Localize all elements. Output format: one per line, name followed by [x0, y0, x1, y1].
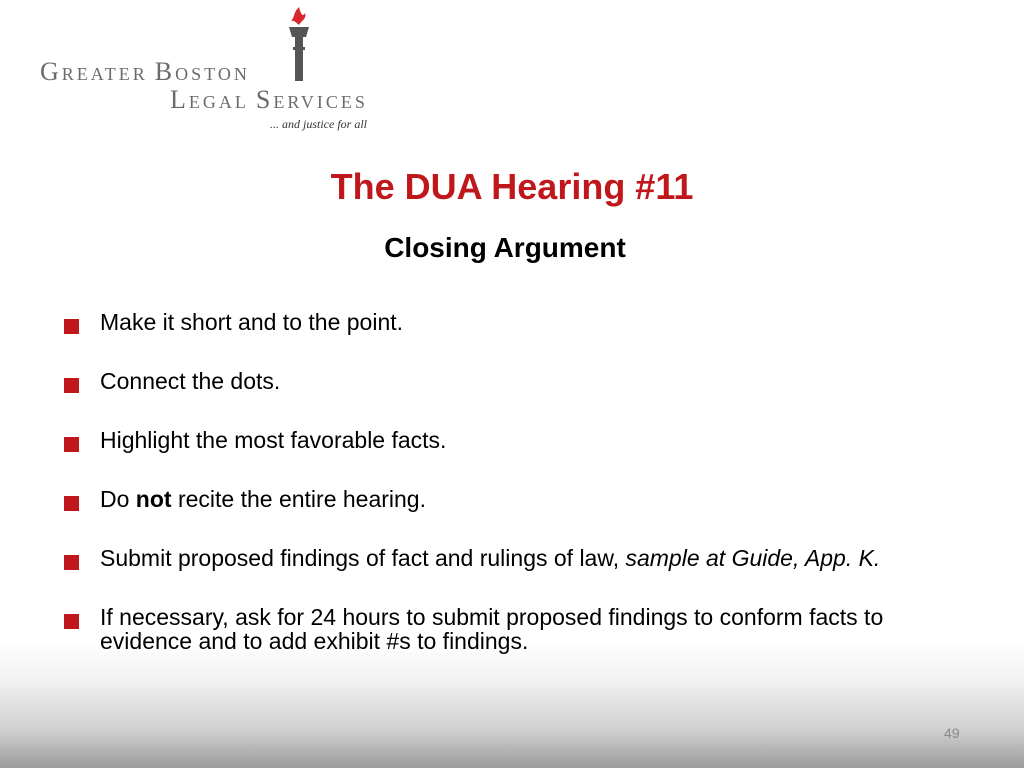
bullet-item — [62, 310, 962, 334]
bullet-text: recite the entire hearing. — [171, 486, 426, 512]
bullet-item — [62, 546, 962, 570]
bullet-square-icon — [64, 555, 79, 570]
slide-title: The DUA Hearing #11 — [330, 166, 694, 207]
bullet-square-icon — [64, 378, 79, 393]
bullet-text-italic: sample at Guide, App. K. — [625, 545, 881, 571]
bullet-text: If necessary, ask for 24 hours to submit proposed findings to conform facts to evidence and to add exhibit #s to findings. — [100, 604, 884, 654]
bullet-item — [62, 369, 962, 393]
bullet-square-icon — [64, 614, 79, 629]
page-number: 49 — [944, 725, 960, 741]
logo-tagline: ... and justice for all — [270, 117, 367, 131]
bullet-text: Connect the dots. — [100, 368, 281, 394]
bullet-square-icon — [64, 437, 79, 452]
slide-subtitle: Closing Argument — [384, 232, 626, 263]
bullet-text: Highlight the most favorable facts. — [100, 427, 447, 453]
bullet-text: Do — [100, 486, 136, 512]
bullet-item — [62, 428, 962, 452]
gbls-logo — [40, 5, 400, 135]
bullet-text-bold: not — [135, 486, 172, 512]
bullet-list — [62, 310, 962, 653]
bullet-item — [62, 605, 962, 653]
bullet-item — [62, 487, 962, 511]
bullet-square-icon — [64, 496, 79, 511]
bullet-text: Make it short and to the point. — [100, 309, 404, 335]
logo-line-greater-boston: GREATER BOSTON — [40, 57, 250, 86]
bullet-square-icon — [64, 319, 79, 334]
torch-icon — [283, 5, 315, 83]
bullet-text: Submit proposed findings of fact and rulings of law, — [100, 545, 626, 571]
logo-line-legal-services: LEGAL SERVICES — [170, 85, 368, 114]
